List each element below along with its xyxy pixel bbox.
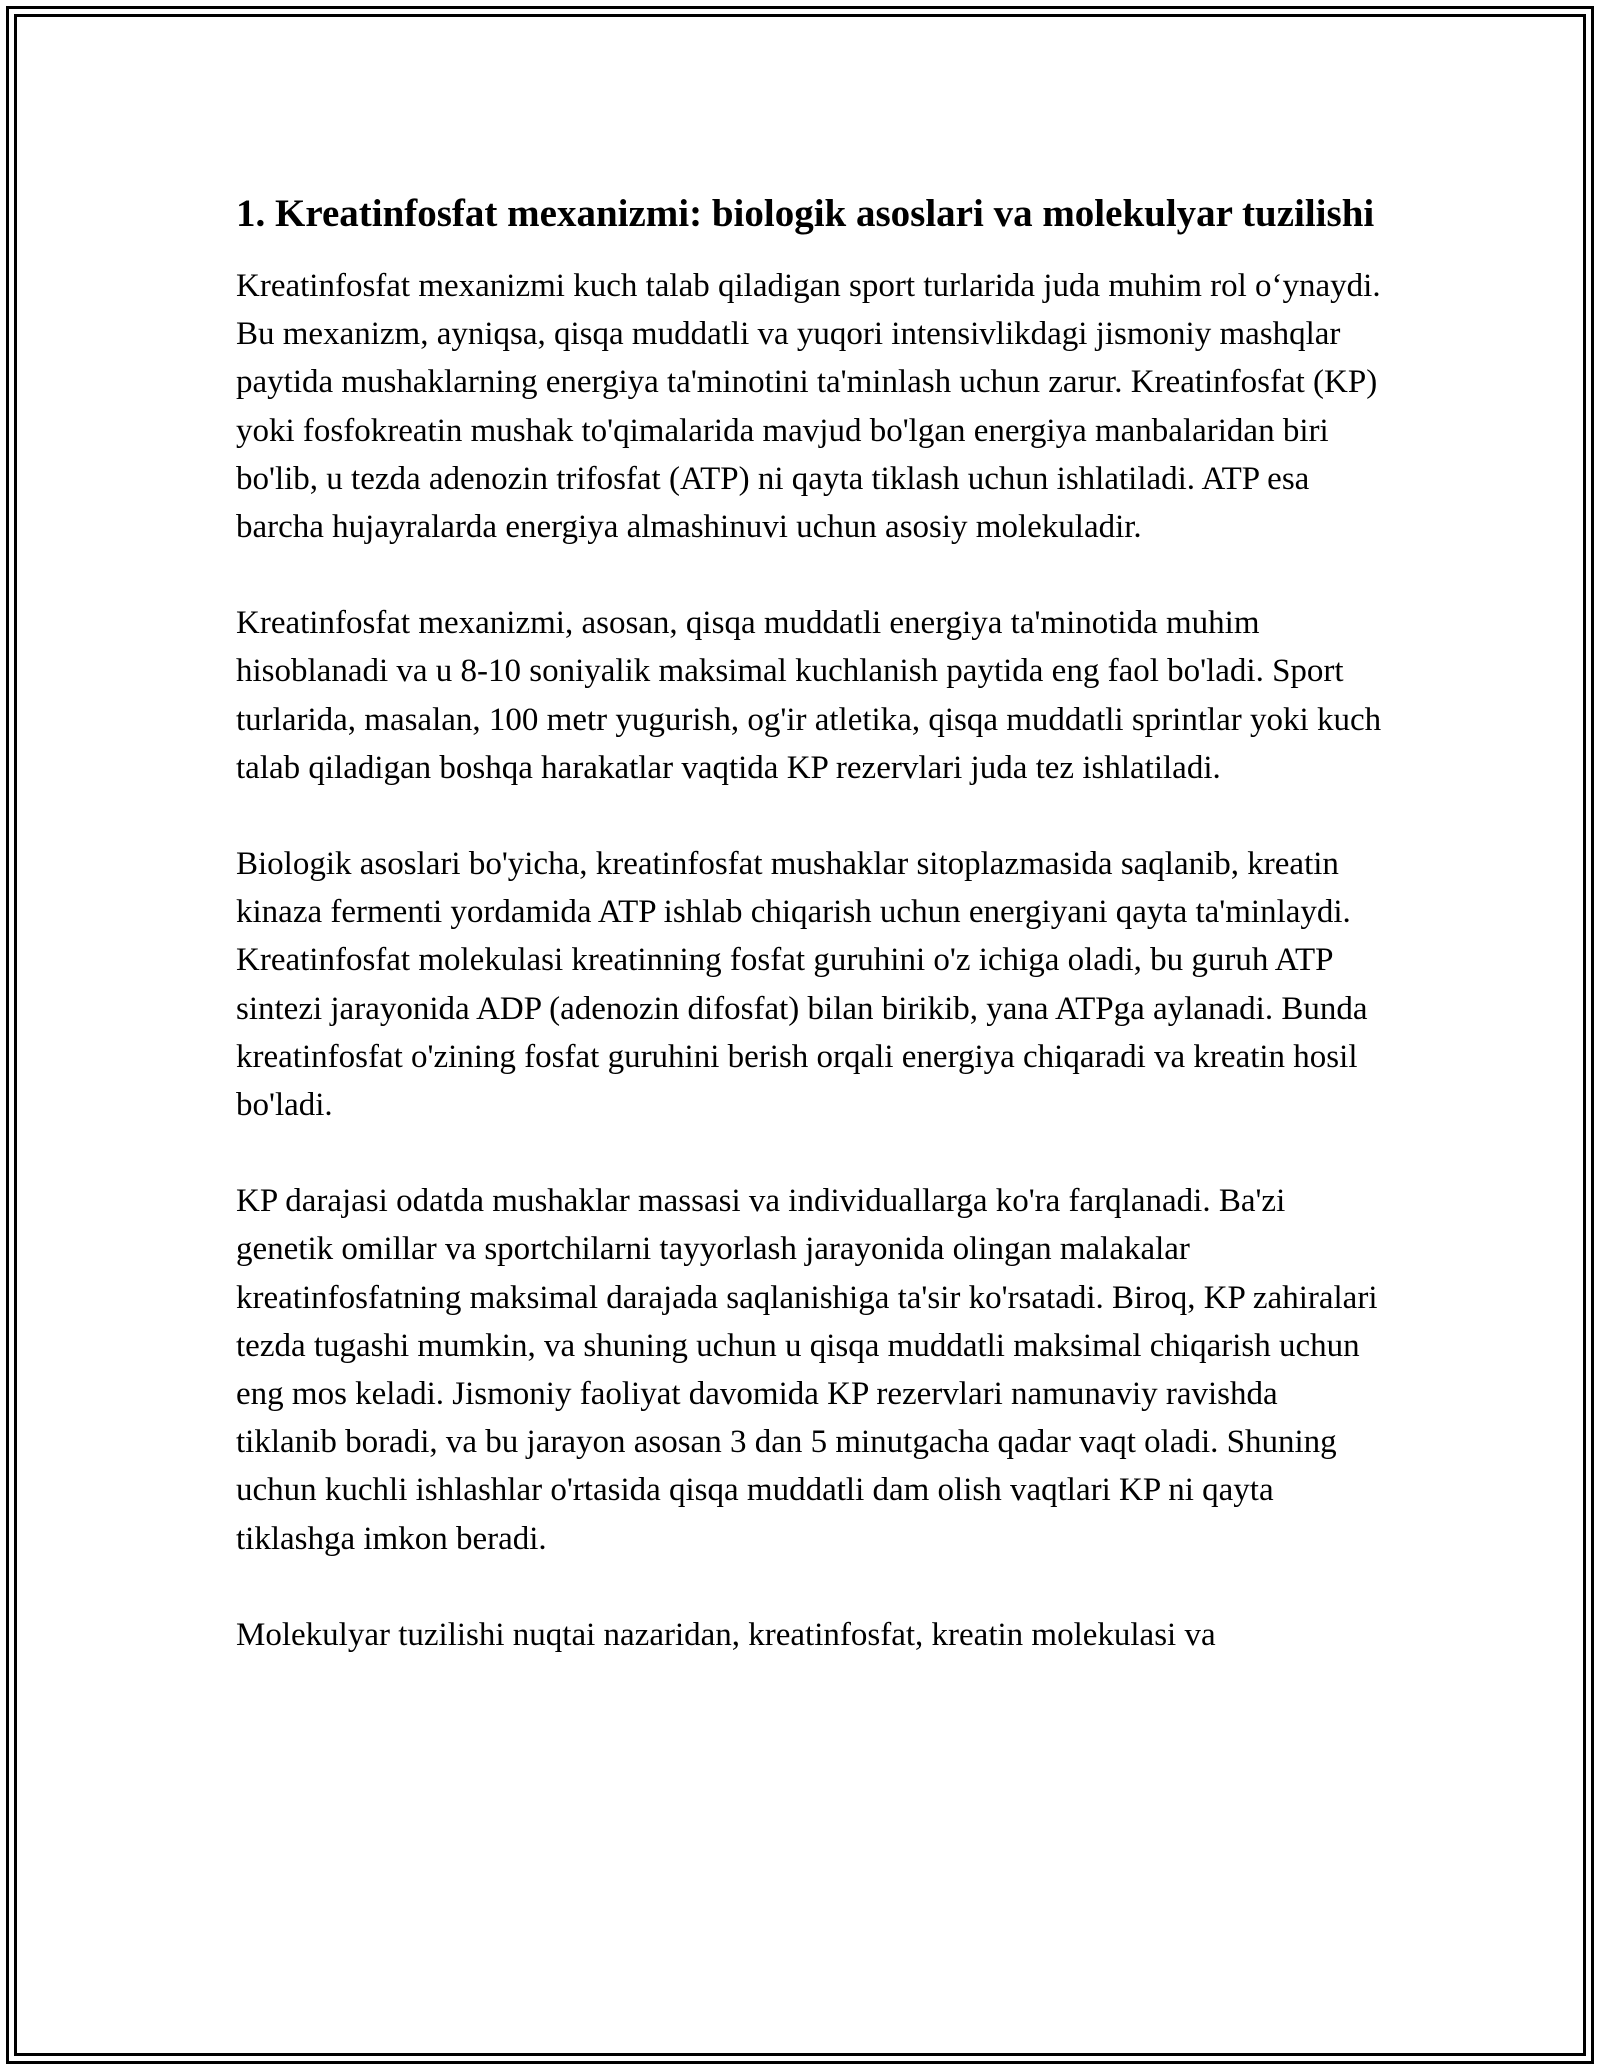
- paragraph-molecular-structure: Molekulyar tuzilishi nuqtai nazaridan, kreatinfosfat, kreatin molekulasi va: [236, 1616, 1216, 1653]
- paragraph-biological-basis: Biologik asoslari bo'yicha, kreatinfosfat mushaklar sitoplazmasida saqlanib, kreatin kinaza fermenti yordamida ATP ishlab chiqarish uchun energiyani qayta ta'minlaydi. Kreatinfosfat molekulasi kreatinning fosfat guruhini o'z ichiga oladi, bu guruh ATP sintezi jarayonida ADP (adenozin difosfat) bilan birikib, yana ATPga aylanadi. Bunda kreatinfosfat o'zining fosfat guruhini berish orqali energiya chiqaradi va kreatin hosil bo'ladi.: [236, 846, 1368, 1124]
- paragraph-intro: Kreatinfosfat mexanizmi kuch talab qiladigan sport turlarida juda muhim rol o‘ynaydi. Bu mexanizm, ayniqsa, qisqa muddatli va yuqori intensivlikdagi jismoniy mashqlar paytida mushaklarning energiya ta'minotini ta'minlash uchun zarur. Kreatinfosfat (KP) yoki fosfokreatin mushak to'qimalarida mavjud bo'lgan energiya manbalaridan biri bo'lib, u tezda adenozin trifosfat (ATP) ni qayta tiklash uchun ishlatiladi. ATP esa barcha hujayralarda energiya almashinuvi uchun asosiy molekuladir.: [236, 268, 1381, 546]
- document-body: [236, 186, 1386, 1707]
- paragraph-kp-levels: KP darajasi odatda mushaklar massasi va individuallarga ko'ra farqlanadi. Ba'zi genetik omillar va sportchilarni tayyorlash jarayonida olingan malakalar kreatinfosfatning maksimal darajada saqlanishiga ta'sir ko'rsatadi. Biroq, KP zahiralari tezda tugashi mumkin, va shuning uchun u qisqa muddatli maksimal chiqarish uchun eng mos keladi. Jismoniy faoliyat davomida KP rezervlari namunaviy ravishda tiklanib boradi, va bu jarayon asosan 3 dan 5 minutgacha qadar vaqt oladi. Shuning uchun kuchli ishlashlar o'rtasida qisqa muddatli dam olish vaqtlari KP ni qayta tiklashga imkon beradi.: [236, 1183, 1378, 1557]
- section-heading: 1. Kreatinfosfat mexanizmi: biologik asoslari va molekulyar tuzilishi: [236, 192, 1375, 235]
- paragraph-short-term-energy: Kreatinfosfat mexanizmi, asosan, qisqa muddatli energiya ta'minotida muhim hisoblanadi va u 8-10 soniyalik maksimal kuchlanish paytida eng faol bo'ladi. Sport turlarida, masalan, 100 metr yugurish, og'ir atletika, qisqa muddatli sprintlar yoki kuch talab qiladigan boshqa harakatlar vaqtida KP rezervlari juda tez ishlatiladi.: [236, 605, 1382, 786]
